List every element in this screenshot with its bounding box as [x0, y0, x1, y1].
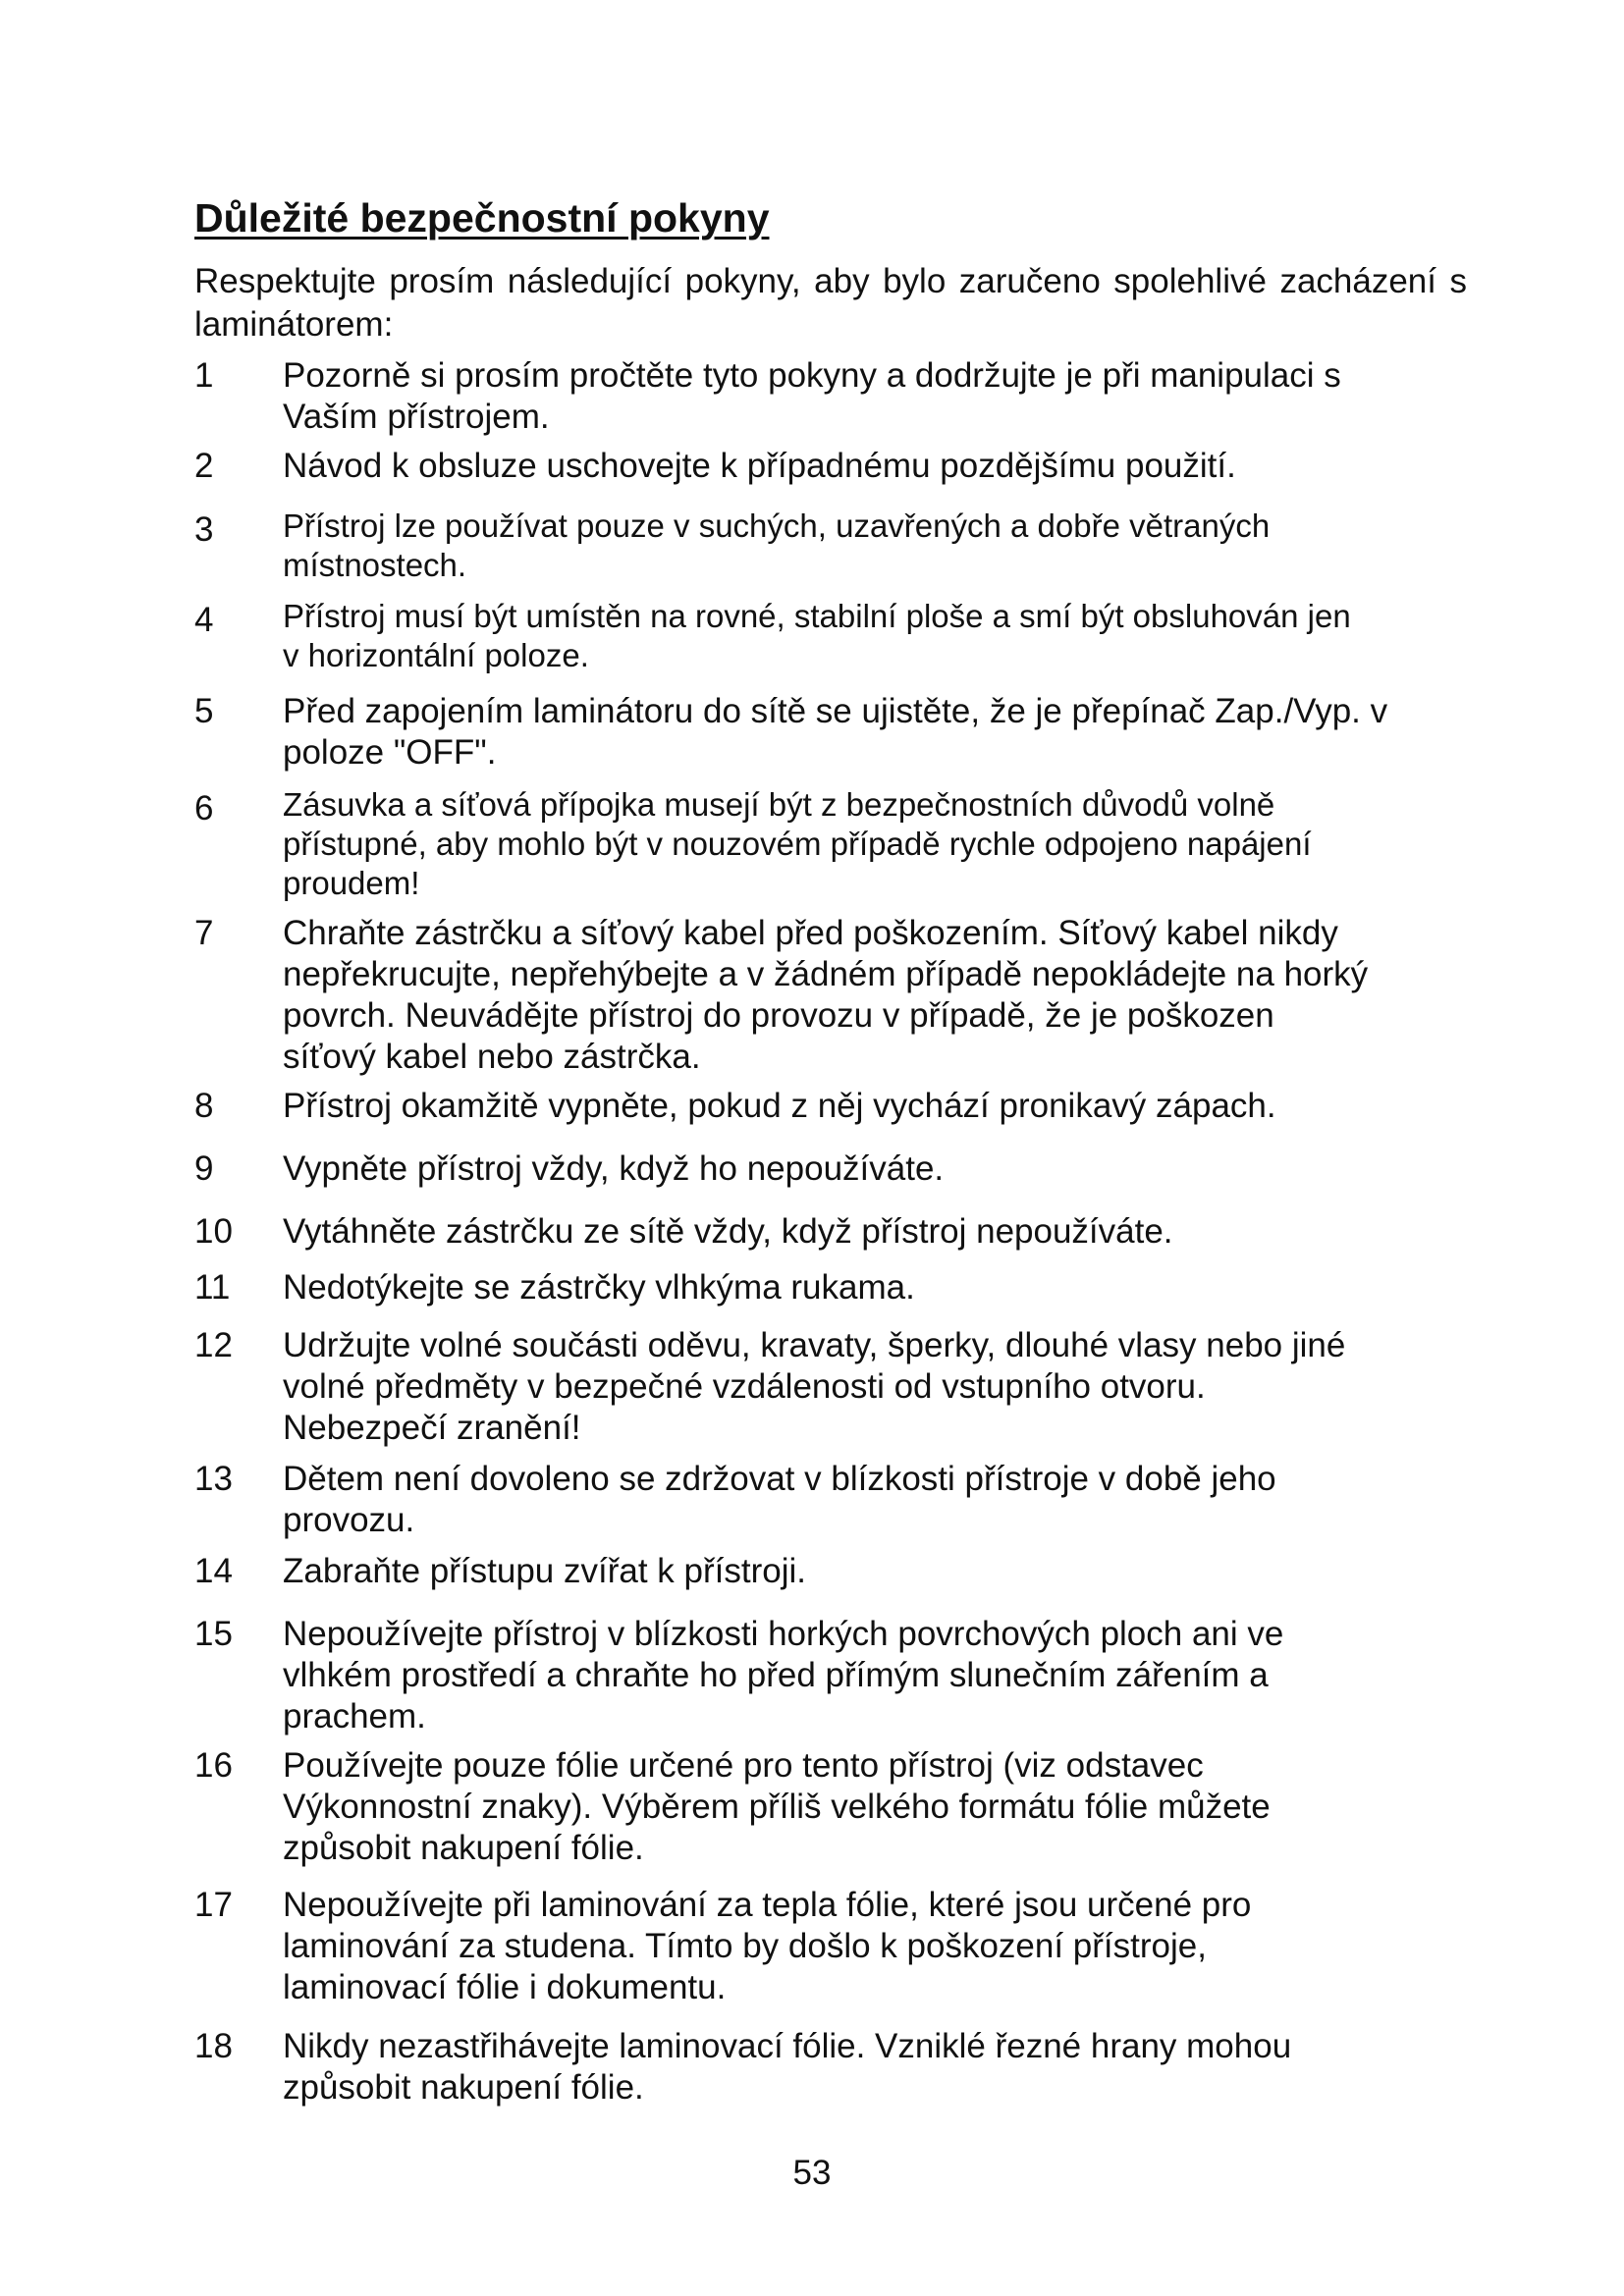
list-item: [194, 785, 1471, 903]
item-text: Dětem není dovoleno se zdržovat v blízkosti přístroje v době jeho provozu.: [283, 1460, 1276, 1539]
list-item: [194, 1459, 1471, 1541]
item-number: 15: [194, 1615, 233, 1653]
item-number: 9: [194, 1149, 214, 1188]
item-text: Nedotýkejte se zástrčky vlhkýma rukama.: [283, 1268, 915, 1307]
list-item: [194, 1267, 1471, 1308]
item-text: Chraňte zástrčku a síťový kabel před poškozením. Síťový kabel nikdy nepřekrucujte, nepřehýbejte a v žádném případě nepokládejte na horký povrch. Neuvádějte přístroj do provozu v případě, že je poškozen síťový kabel nebo zástrčka.: [283, 914, 1369, 1076]
item-number: 16: [194, 1746, 233, 1785]
list-item: [194, 507, 1471, 585]
item-number: 3: [194, 510, 214, 549]
item-text: Udržujte volné součásti oděvu, kravaty, šperky, dlouhé vlasy nebo jiné volné předměty v bezpečné vzdálenosti od vstupního otvoru. Nebezpečí zranění!: [283, 1326, 1346, 1447]
item-number: 7: [194, 914, 214, 952]
item-text: Vypněte přístroj vždy, když ho nepoužíváte.: [283, 1149, 945, 1188]
list-item: [194, 2026, 1471, 2109]
list-item: [194, 1148, 1471, 1190]
item-number: 2: [194, 447, 214, 485]
item-number: 14: [194, 1552, 233, 1590]
item-text: Zabraňte přístupu zvířat k přístroji.: [283, 1552, 806, 1590]
item-number: 1: [194, 356, 214, 395]
intro-paragraph: Respektujte prosím následující pokyny, aby bylo zaručeno spolehlivé zacházení s laminátorem:: [194, 262, 1467, 344]
item-number: 10: [194, 1212, 233, 1251]
item-text: Přístroj lze používat pouze v suchých, uzavřených a dobře větraných místnostech.: [283, 507, 1271, 583]
item-text: Přístroj musí být umístěn na rovné, stabilní ploše a smí být obsluhován jen v horizontální poloze.: [283, 598, 1351, 673]
item-text: Zásuvka a síťová přípojka musejí být z bezpečnostních důvodů volně přístupné, aby mohlo být v nouzovém případě rychle odpojeno napájení proudem!: [283, 786, 1312, 901]
list-item: [194, 446, 1471, 487]
item-number: 18: [194, 2027, 233, 2065]
list-item: [194, 1885, 1471, 2008]
item-text: Pozorně si prosím pročtěte tyto pokyny a dodržujte je při manipulaci s Vaším přístrojem.: [283, 356, 1341, 436]
item-number: 5: [194, 692, 214, 730]
list-item: [194, 913, 1471, 1078]
list-item: [194, 597, 1471, 675]
item-text: Před zapojením laminátoru do sítě se ujistěte, že je přepínač Zap./Vyp. v poloze "OFF".: [283, 692, 1388, 772]
item-text: Nepoužívejte přístroj v blízkosti horkých povrchových ploch ani ve vlhkém prostředí a chraňte ho před přímým slunečním zářením a prachem.: [283, 1615, 1284, 1735]
item-number: 13: [194, 1460, 233, 1498]
list-item: [194, 691, 1471, 774]
item-number: 4: [194, 601, 214, 639]
list-item: [194, 1086, 1471, 1127]
item-number: 12: [194, 1326, 233, 1364]
item-number: 6: [194, 789, 214, 828]
list-item: [194, 1325, 1471, 1449]
list-item: [194, 1211, 1471, 1253]
page-title: Důležité bezpečnostní pokyny: [194, 195, 770, 240]
list-item: [194, 1614, 1471, 1737]
list-item: [194, 1745, 1471, 1869]
item-number: 17: [194, 1886, 233, 1924]
item-number: 11: [194, 1268, 231, 1307]
list-item: [194, 355, 1471, 438]
item-text: Nepoužívejte při laminování za tepla fólie, které jsou určené pro laminování za studena. Tímto by došlo k poškození přístroje, laminovací fólie i dokumentu.: [283, 1886, 1252, 2006]
item-number: 8: [194, 1087, 214, 1125]
item-text: Používejte pouze fólie určené pro tento přístroj (viz odstavec Výkonnostní znaky). Výběrem příliš velkého formátu fólie můžete způsobit nakupení fólie.: [283, 1746, 1271, 1867]
page-number: 53: [792, 2154, 832, 2192]
list-item: [194, 1551, 1471, 1592]
item-text: Nikdy nezastřihávejte laminovací fólie. Vzniklé řezné hrany mohou způsobit nakupení fólie.: [283, 2027, 1292, 2107]
item-text: Vytáhněte zástrčku ze sítě vždy, když přístroj nepoužíváte.: [283, 1212, 1173, 1251]
item-text: Návod k obsluze uschovejte k případnému pozdějšímu použití.: [283, 447, 1236, 485]
item-text: Přístroj okamžitě vypněte, pokud z něj vychází pronikavý zápach.: [283, 1087, 1276, 1125]
